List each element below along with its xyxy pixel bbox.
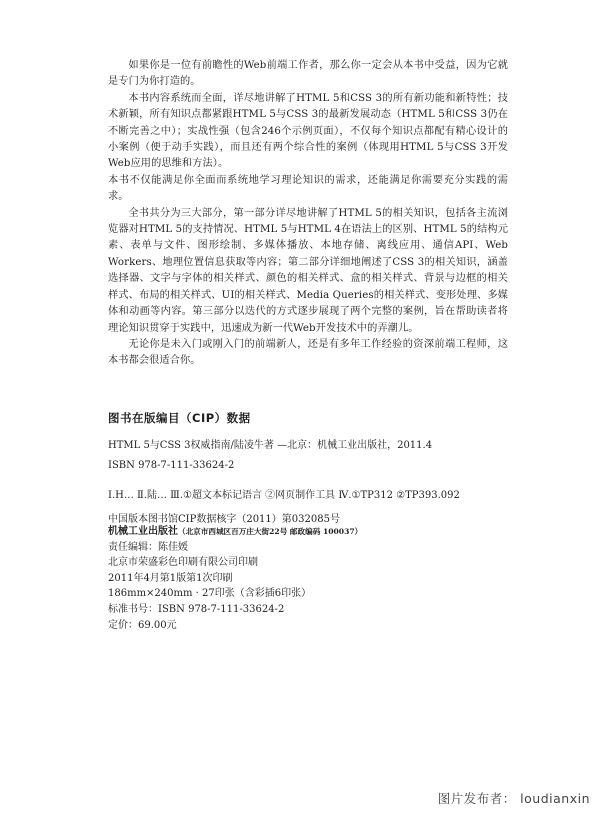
intro-paragraph-structure: 全书共分为三大部分，第一部分详尽地讲解了HTML 5的相关知识，包括各主流浏览器对HTML 5的支持情况、HTML 5与HTML 4在语法上的区别、HTML 5的结构元素、表单与文件、图形绘制、多媒体播放、本地存储、离线应用、通信API、Web Workers、地理位置信息获取等内容；第二部分详细地阐述了CSS 3的相关知识，涵盖选择器、文字与字体的相关样式、颜色的相关样式、盒的相关样式、背景与边框的相关样式、布局的相关样式、UI的相关样式、Media Queries的相关样式、变形处理、多媒体和动画等内容。第三部分以迭代的方式逐步展现了两个完整的案例，旨在帮助读者将理论知识贯穿于实践中，迅速成为新一代Web开发技术中的弄潮儿。 <box>108 207 508 334</box>
intro-paragraph-content: 本书内容系统而全面，详尽地讲解了HTML 5和CSS 3的所有新功能和新特性；技术新颖，所有知识点都紧跟HTML 5与CSS 3的最新发展动态（HTML 5和CSS 3仍在不断完善之中）；实战性强（包含246个示例页面），不仅每个知识点都配有精心设计的小案例（便于动手实践），而且还有两个综合性的案例（体现用HTML 5与CSS 3开发Web应用的思维和方法）。 <box>108 92 508 170</box>
cip-heading: 图书在版编目（CIP）数据 <box>108 411 251 425</box>
cip-title-line: HTML 5与CSS 3权威指南/陆凌牛著 —北京：机械工业出版社，2011.4 <box>108 440 433 451</box>
publisher-line <box>108 524 528 540</box>
format-line: 186mm×240mm · 27印张（含彩插6印张） <box>108 588 312 600</box>
intro-paragraph-readers: 无论你是未入门或刚入门的前端新人，还是有多年工作经验的资深前端工程师，这本书都会很适合你。 <box>108 338 508 367</box>
editor-line: 责任编辑：陈佳媛 <box>108 541 188 553</box>
book-introduction <box>108 58 508 370</box>
edition-line: 2011年4月第1版第1次印刷 <box>108 572 233 584</box>
image-credit: 图片发布者： loudianxin <box>437 791 590 806</box>
intro-paragraph-audience: 如果你是一位有前瞻性的Web前端工作者，那么你一定会从本书中受益，因为它就是专门为你打造的。 <box>108 60 508 88</box>
intro-paragraph-needs: 本书不仅能满足你全面而系统地学习理论知识的需求，还能满足你需要充分实践的需求。 <box>108 174 508 203</box>
publication-info <box>108 524 528 633</box>
price-line: 定价：69.00元 <box>108 619 177 631</box>
printer-line: 北京市荣盛彩色印刷有限公司印刷 <box>108 557 258 569</box>
standard-number-line: 标准书号：ISBN 978-7-111-33624-2 <box>108 603 285 615</box>
cip-isbn-line: ISBN 978-7-111-33624-2 <box>108 460 235 471</box>
publisher-address: （北京市西城区百万庄大街22号 邮政编码 100037） <box>178 527 363 536</box>
cip-data-block <box>108 410 528 525</box>
cip-classification-line: Ⅰ.H… Ⅱ.陆… Ⅲ.①超文本标记语言 ②网页制作工具 Ⅳ.①TP312 ②TP393.092 <box>108 490 460 501</box>
publisher-name: 机械工业出版社 <box>108 526 178 537</box>
cip-library-line: 中国版本图书馆CIP数据核字（2011）第032085号 <box>108 514 340 525</box>
